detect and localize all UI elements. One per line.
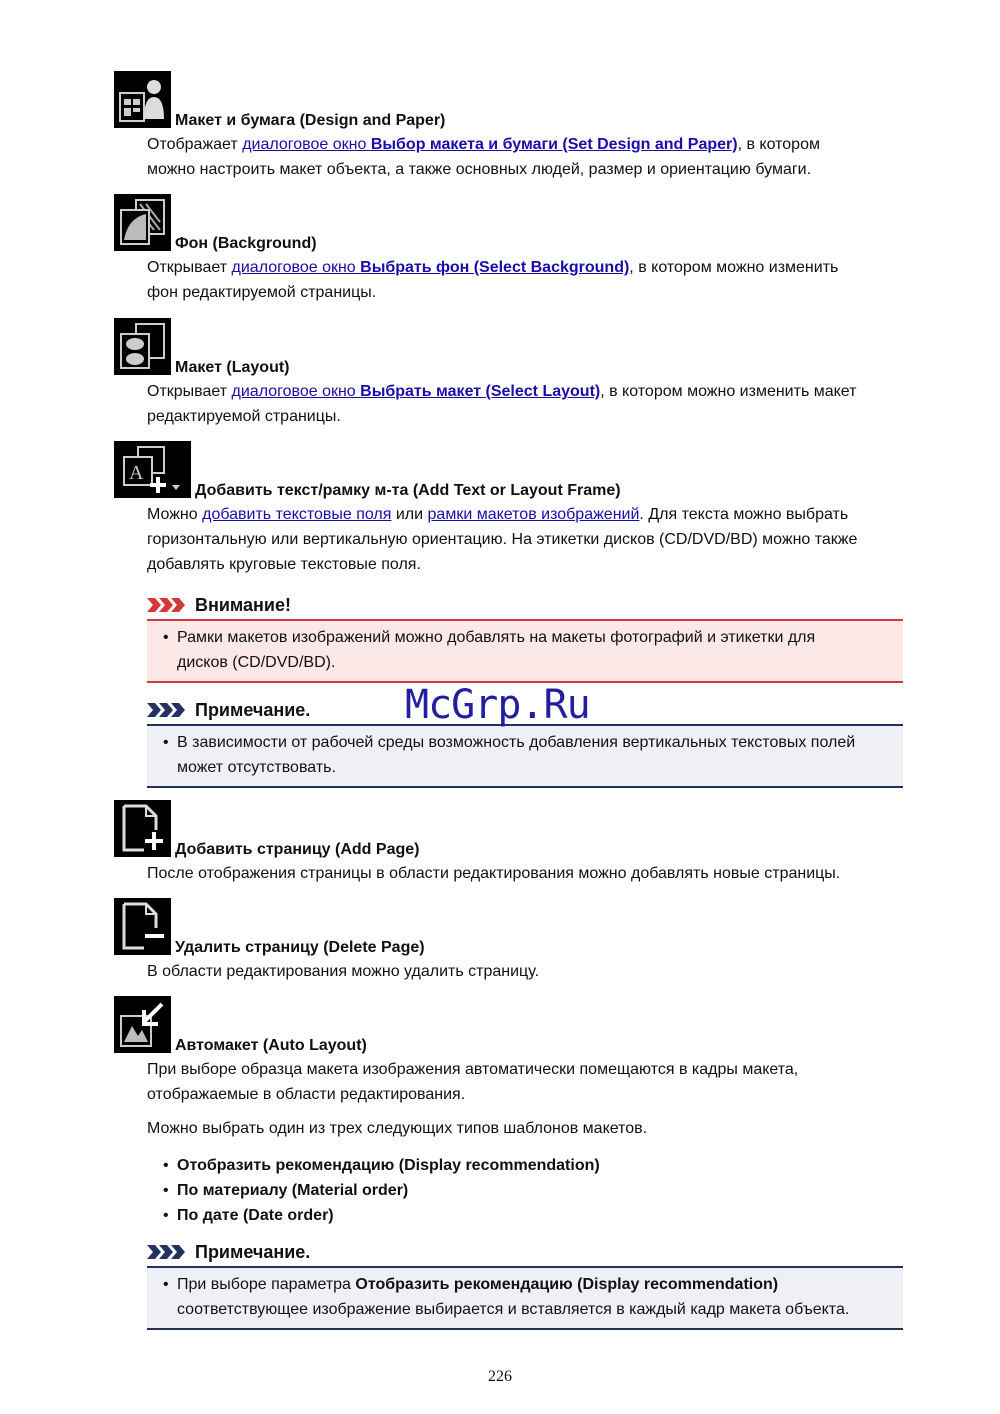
item-description: Открывает диалоговое окно Выбрать фон (Select Background), в котором можно изменить фон редактируемой страницы.	[147, 259, 839, 301]
add-text-frame-icon[interactable]	[114, 441, 191, 498]
item-title: Фон (Background)	[175, 235, 317, 252]
background-icon[interactable]	[114, 194, 171, 251]
design-paper-icon[interactable]	[114, 71, 171, 128]
list-item: • При выборе параметра Отобразить рекомендацию (Display recommendation) соответствующее изображение выбирается и вставляется в каждый кадр макета объекта.	[163, 1272, 893, 1322]
item-add-page	[114, 800, 904, 886]
item-title: Добавить страницу (Add Page)	[175, 841, 420, 858]
item-description: При выборе образца макета изображения автоматически помещаются в кадры макета, отображаемые в области редактирования. Можно выбрать один из трех следующих типов шаблонов макетов.	[147, 1061, 799, 1137]
item-title: Макет и бумага (Design and Paper)	[175, 112, 446, 129]
watermark: McGrp.Ru	[405, 682, 590, 728]
item-title: Макет (Layout)	[175, 359, 290, 376]
list-item: • Отобразить рекомендацию (Display recommendation)	[163, 1153, 600, 1178]
item-title: Добавить текст/рамку м-та (Add Text or Layout Frame)	[195, 482, 621, 499]
page-number: 226	[488, 1368, 512, 1385]
caution-heading: Внимание!	[195, 595, 291, 615]
list-item: • В зависимости от рабочей среды возможность добавления вертикальных текстовых полей может отсутствовать.	[163, 730, 893, 780]
set-design-paper-link[interactable]: диалоговое окно Выбор макета и бумаги (Set Design and Paper)	[242, 136, 738, 153]
item-title: Автомакет (Auto Layout)	[175, 1037, 367, 1054]
item-description: В области редактирования можно удалить страницу.	[147, 963, 540, 980]
item-title: Удалить страницу (Delete Page)	[175, 939, 425, 956]
list-item: • По материалу (Material order)	[163, 1178, 600, 1203]
note-heading: Примечание.	[195, 1242, 311, 1262]
note-heading: Примечание.	[195, 700, 311, 720]
image-layout-frames-link[interactable]: рамки макетов изображений	[427, 506, 640, 523]
item-delete-page	[114, 898, 904, 984]
note-arrows-icon	[147, 1243, 187, 1261]
note-arrows-icon	[147, 701, 187, 719]
select-background-link[interactable]: диалоговое окно Выбрать фон (Select Background)	[231, 259, 630, 276]
select-layout-link[interactable]: диалоговое окно Выбрать макет (Select Layout)	[231, 383, 601, 400]
add-page-icon[interactable]	[114, 800, 171, 857]
delete-page-icon[interactable]	[114, 898, 171, 955]
item-add-text-frame	[114, 441, 904, 577]
item-background	[114, 194, 904, 305]
auto-layout-icon[interactable]	[114, 996, 171, 1053]
note-box	[147, 1240, 903, 1330]
add-text-fields-link[interactable]: добавить текстовые поля	[202, 506, 392, 523]
caution-box	[147, 593, 903, 683]
caution-arrows-icon	[147, 596, 187, 614]
svg-text:A: A	[129, 462, 144, 484]
layout-icon[interactable]	[114, 318, 171, 375]
list-item: • Рамки макетов изображений можно добавлять на макеты фотографий и этикетки для дисков (CD/DVD/BD).	[163, 625, 893, 675]
item-description: Можно добавить текстовые поля или рамки макетов изображений. Для текста можно выбрать горизонтальную или вертикальную ориентацию. На этикетки дисков (CD/DVD/BD) можно также добавлять круговые текстовые поля.	[147, 506, 858, 573]
layout-types-list	[163, 1153, 600, 1228]
item-description: Отображает диалоговое окно Выбор макета и бумаги (Set Design and Paper), в котором можно настроить макет объекта, а также основных людей, размер и ориентацию бумаги.	[147, 136, 820, 178]
item-design-paper	[114, 71, 904, 182]
list-item: • По дате (Date order)	[163, 1203, 600, 1228]
item-description: После отображения страницы в области редактирования можно добавлять новые страницы.	[147, 865, 841, 882]
item-auto-layout	[114, 996, 904, 1141]
item-layout	[114, 318, 904, 429]
item-description: Открывает диалоговое окно Выбрать макет (Select Layout), в котором можно изменить макет редактируемой страницы.	[147, 383, 857, 425]
